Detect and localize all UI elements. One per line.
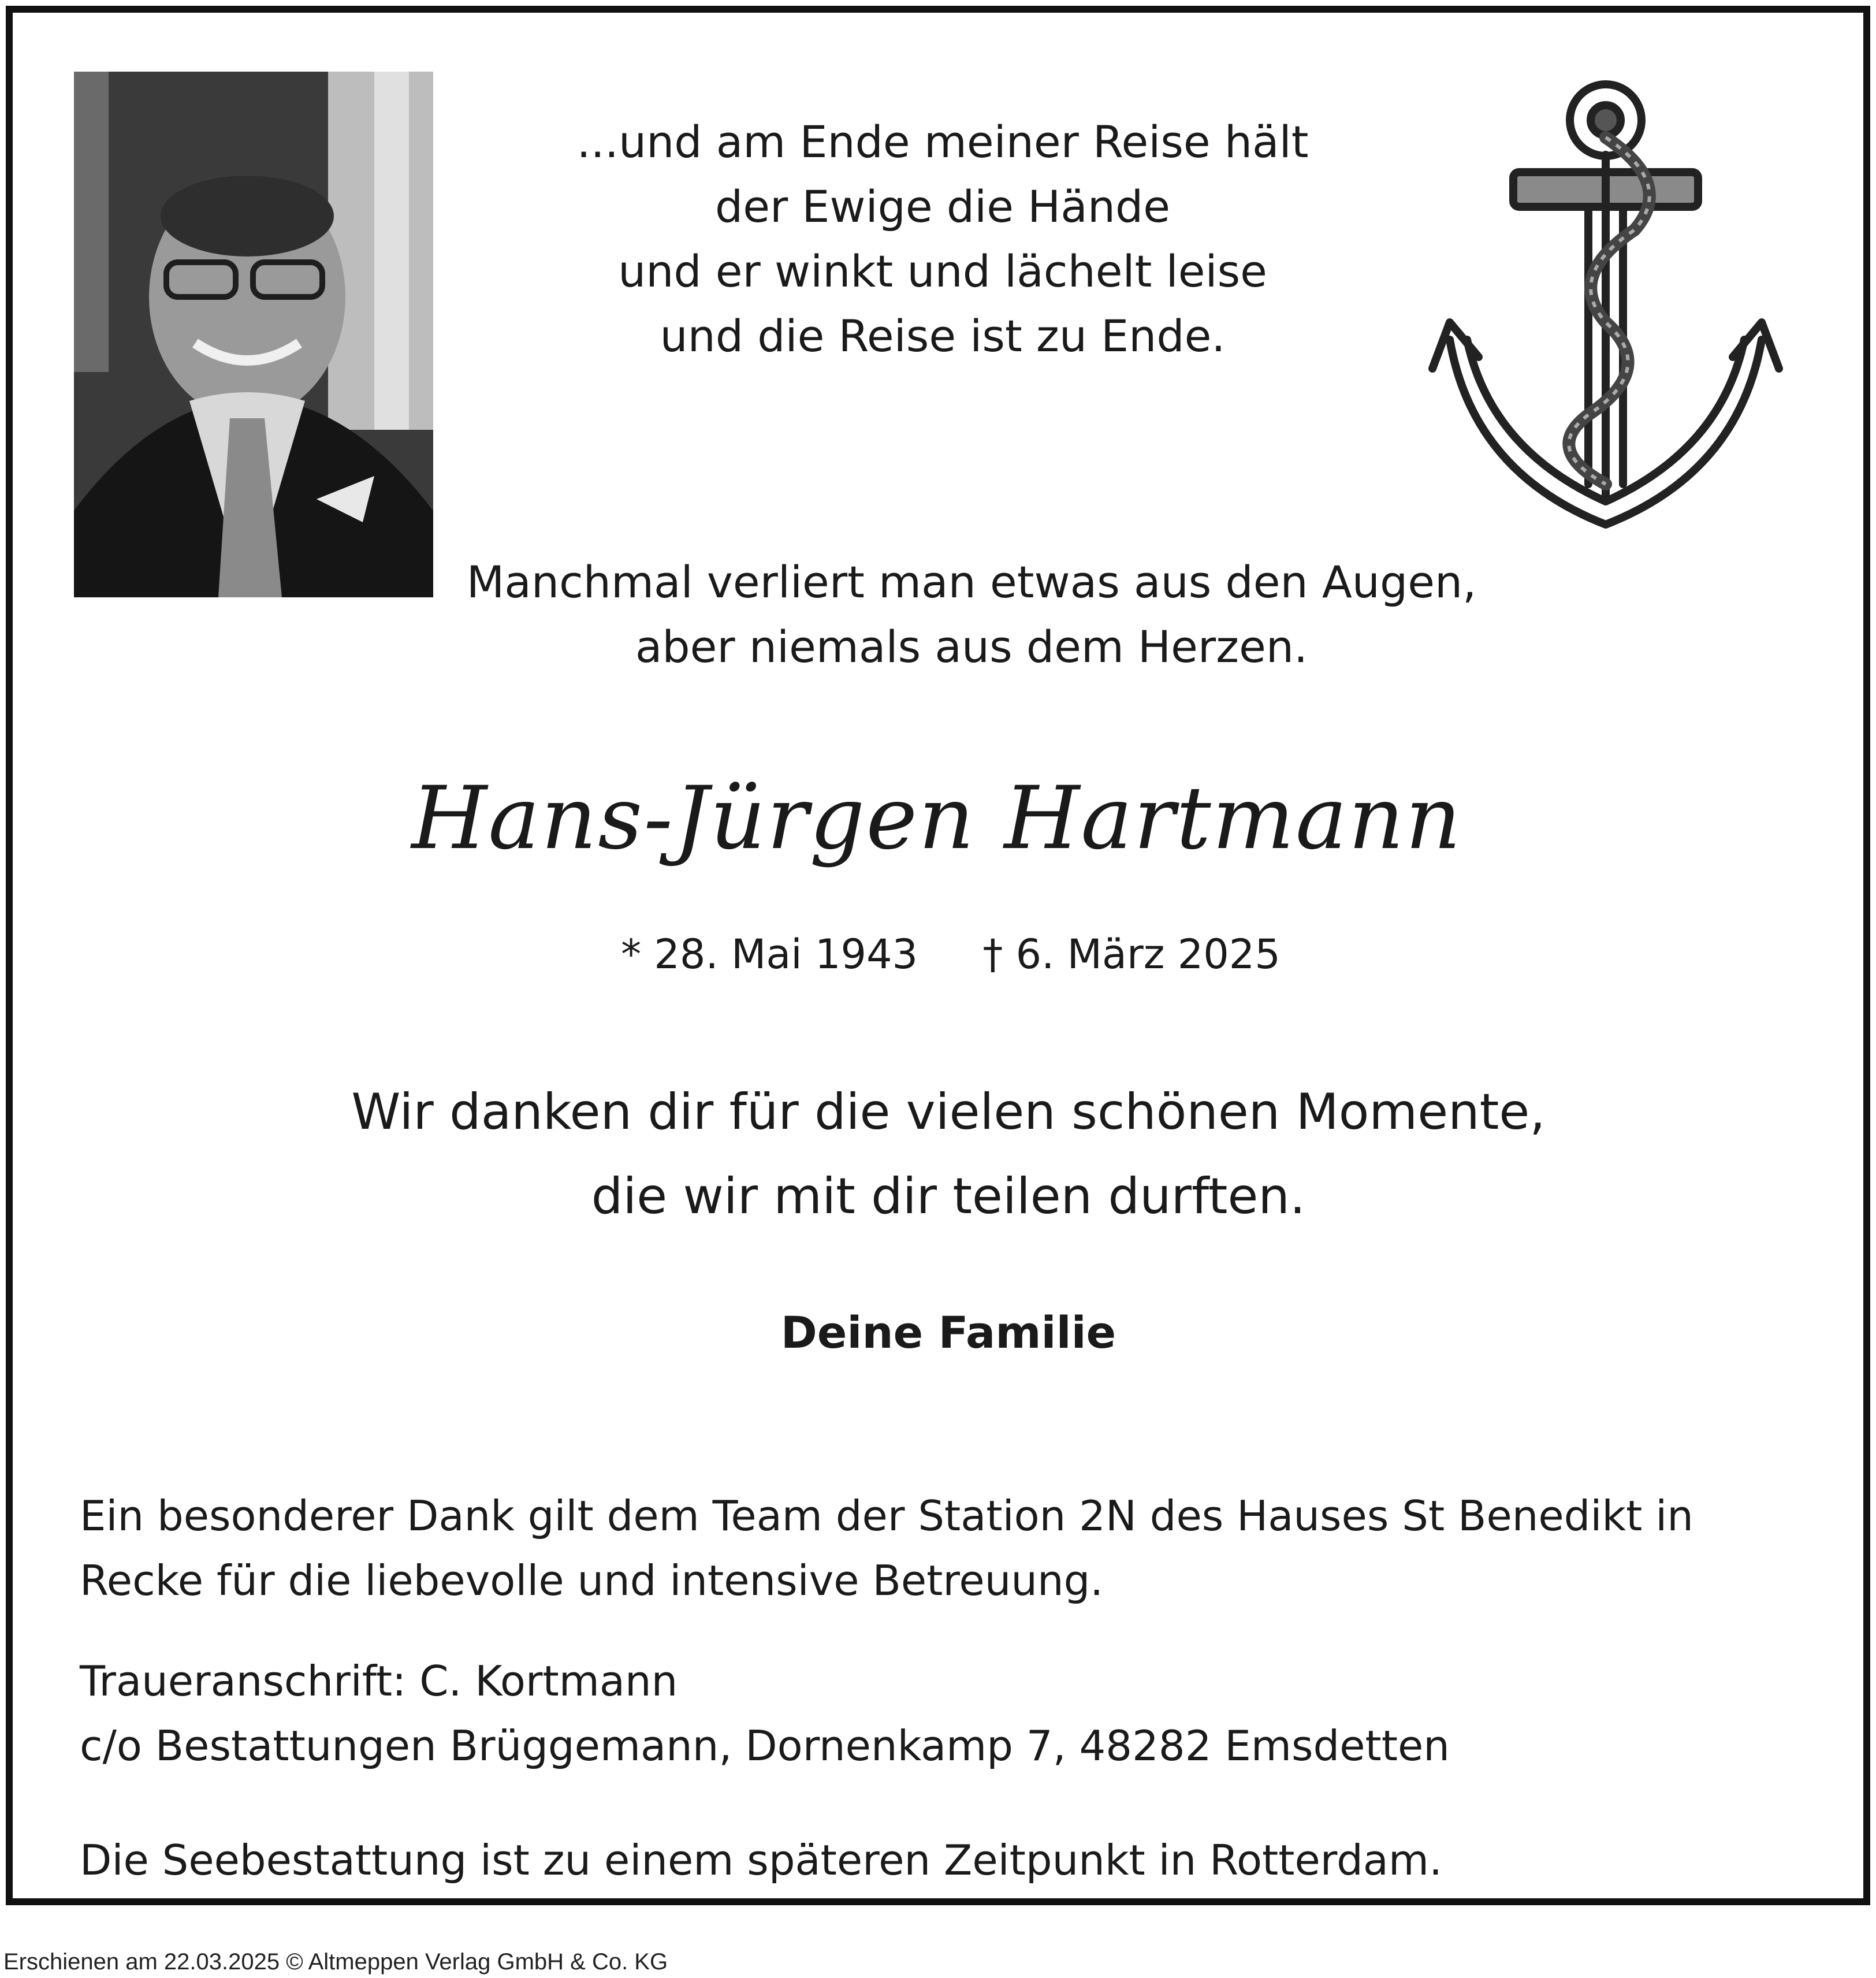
address-line: c/o Bestattungen Brüggemann, Dornenkamp 7, 48282 Emsdetten (80, 1722, 1450, 1770)
obituary-card (6, 6, 1870, 1905)
thanks-message (244, 1070, 1653, 1239)
thanks-line: Wir danken dir für die vielen schönen Momente, (351, 1083, 1546, 1141)
acknowledgement-line: Recke für die liebevolle und intensive Betreuung. (80, 1556, 1104, 1605)
poem-line: ...und am Ende meiner Reise hält (576, 116, 1309, 168)
quote-line: Manchmal verliert man etwas aus den Augen, (466, 556, 1477, 608)
publication-footer: Erschienen am 22.03.2025 © Altmeppen Verlag GmbH & Co. KG (3, 1949, 668, 1975)
burial-note (80, 1828, 1841, 1893)
mourning-address (80, 1649, 1841, 1778)
portrait-photo (74, 72, 433, 597)
quote-line: aber niemals aus dem Herzen. (635, 621, 1308, 672)
acknowledgement (80, 1484, 1841, 1613)
family-signature: Deine Familie (780, 1307, 1116, 1358)
thanks-line: die wir mit dir teilen durften. (591, 1168, 1306, 1225)
poem-line: und die Reise ist zu Ende. (660, 310, 1226, 362)
address-line: Traueranschrift: C. Kortmann (80, 1657, 678, 1705)
death-date: † 6. März 2025 (982, 931, 1281, 978)
deceased-name: Hans-Jürgen Hartmann (411, 768, 1462, 869)
life-dates (359, 925, 1542, 983)
birth-date: * 28. Mai 1943 (621, 931, 918, 978)
poem (509, 110, 1376, 369)
poem-line: und er winkt und lächelt leise (618, 246, 1267, 297)
poem-line: der Ewige die Hände (714, 181, 1171, 232)
acknowledgement-line: Ein besonderer Dank gilt dem Team der Station 2N des Hauses St Benedikt in (80, 1492, 1693, 1540)
quote (382, 550, 1561, 679)
burial-note-line: Die Seebestattung ist zu einem späteren Zeitpunkt in Rotterdam. (80, 1836, 1442, 1884)
anchor-icon (1415, 68, 1796, 542)
